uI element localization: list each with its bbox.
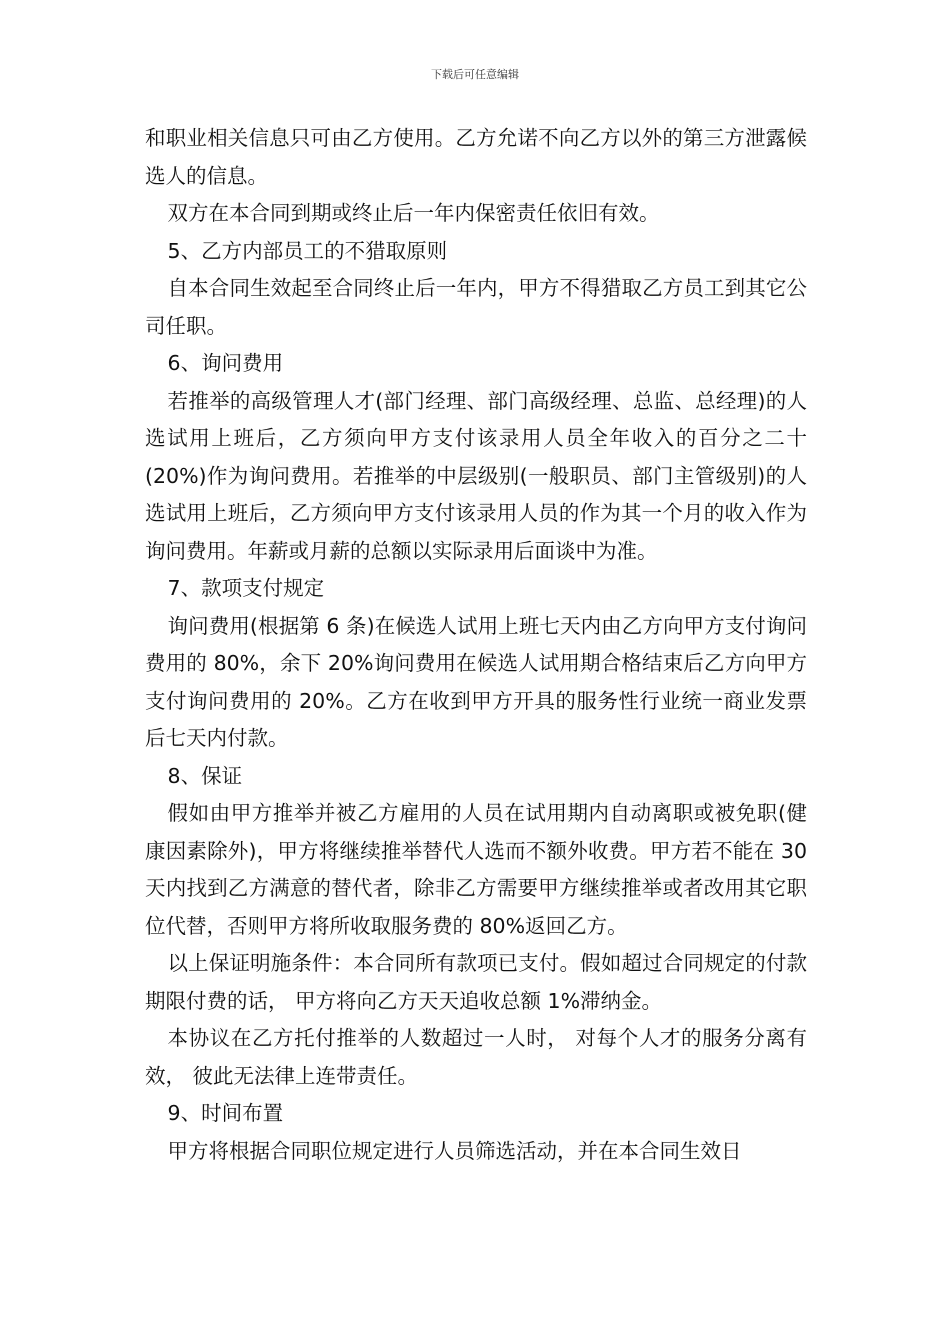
paragraph-guarantee-conditions: 以上保证明施条件：本合同所有款项已支付。假如超过合同规定的付款期限付费的话， 甲方将向乙方天天追收总额 1%滞纳金。	[145, 951, 807, 1013]
paragraph-payment-terms: 询问费用(根据第 6 条)在候选人试用上班七天内由乙方向甲方支付询问费用的 80%，余下 20%询问费用在候选人试用期合格结束后乙方向甲方支付询问费用的 20%。乙方在收到甲方开具的服务性行业统一商业发票后七天内付款。	[145, 613, 807, 750]
paragraph-privacy-continued: 和职业相关信息只可由乙方使用。乙方允诺不向乙方以外的第三方泄露候选人的信息。	[145, 126, 807, 188]
paragraph-separate-validity: 本协议在乙方托付推举的人数超过一人时， 对每个人才的服务分离有效， 彼此无法律上连带责任。	[145, 1026, 807, 1088]
paragraph-non-poaching: 自本合同生效起至合同终止后一年内，甲方不得猎取乙方员工到其它公司任职。	[145, 276, 807, 338]
page-header: 下载后可任意编辑	[431, 68, 519, 81]
section-heading-9: 9、时间布置	[167, 1101, 284, 1125]
section-heading-8: 8、保证	[167, 763, 243, 788]
paragraph-schedule: 甲方将根据合同职位规定进行人员筛选活动，并在本合同生效日	[167, 1138, 742, 1163]
section-heading-7: 7、款项支付规定	[167, 576, 325, 600]
paragraph-guarantee: 假如由甲方推举并被乙方雇用的人员在试用期内自动离职或被免职(健康因素除外)，甲方将继续推举替代人选而不额外收费。甲方若不能在 30 天内找到乙方满意的替代者，除非乙方需要甲方继续推举或者改用其它职位代替，否则甲方将所收取服务费的 80%返回乙方。	[145, 801, 807, 938]
paragraph-confidentiality-term: 双方在本合同到期或终止后一年内保密责任依旧有效。	[167, 201, 660, 225]
paragraph-consulting-fee: 若推举的高级管理人才(部门经理、部门高级经理、总监、总经理)的人选试用上班后，乙方须向甲方支付该录用人员全年收入的百分之二十(20%)作为询问费用。若推举的中层级别(一般职员、部门主管级别)的人选试用上班后，乙方须向甲方支付该录用人员的作为其一个月的收入作为询问费用。年薪或月薪的总额以实际录用后面谈中为准。	[145, 388, 807, 563]
document-body	[145, 120, 807, 1170]
section-heading-6: 6、询问费用	[167, 351, 284, 375]
section-heading-5: 5、乙方内部员工的不猎取原则	[167, 238, 448, 263]
